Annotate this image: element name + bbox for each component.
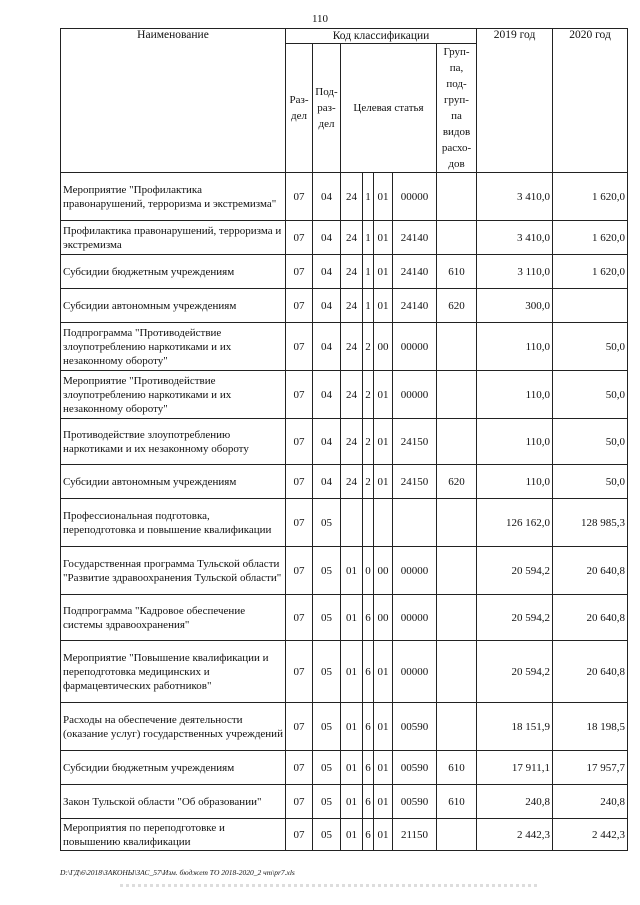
row-razdel: 07 <box>286 819 313 851</box>
row-razdel: 07 <box>286 595 313 641</box>
row-podrazdel: 05 <box>313 547 341 595</box>
row-cs-program: 24 <box>341 419 363 465</box>
row-value-2020: 2 442,3 <box>553 819 628 851</box>
row-cs-event: 01 <box>374 419 393 465</box>
row-cs-direction: 24140 <box>393 255 437 289</box>
table-row <box>61 703 628 751</box>
row-cs-program: 24 <box>341 173 363 221</box>
row-value-2019: 3 110,0 <box>477 255 553 289</box>
row-value-2019: 3 410,0 <box>477 221 553 255</box>
row-value-2019: 2 442,3 <box>477 819 553 851</box>
row-name: Закон Тульской области "Об образовании" <box>61 785 286 819</box>
row-value-2020: 1 620,0 <box>553 173 628 221</box>
row-razdel: 07 <box>286 499 313 547</box>
row-cs-event: 00 <box>374 595 393 641</box>
row-expense-group: 610 <box>437 785 477 819</box>
row-cs-program: 01 <box>341 703 363 751</box>
header-podrazdel: Под-раз-дел <box>313 44 341 173</box>
table-row <box>61 173 628 221</box>
row-cs-direction: 00000 <box>393 641 437 703</box>
page-number: 110 <box>311 13 329 25</box>
row-value-2019: 110,0 <box>477 419 553 465</box>
row-cs-direction: 00000 <box>393 595 437 641</box>
row-podrazdel: 04 <box>313 323 341 371</box>
table-row <box>61 785 628 819</box>
table-row <box>61 547 628 595</box>
row-value-2020: 20 640,8 <box>553 641 628 703</box>
row-cs-program: 01 <box>341 641 363 703</box>
row-value-2020: 50,0 <box>553 323 628 371</box>
row-value-2020: 128 985,3 <box>553 499 628 547</box>
row-expense-group <box>437 595 477 641</box>
row-cs-program <box>341 499 363 547</box>
row-cs-direction: 24150 <box>393 465 437 499</box>
row-value-2020 <box>553 289 628 323</box>
row-podrazdel: 04 <box>313 255 341 289</box>
row-expense-group <box>437 323 477 371</box>
row-value-2019: 126 162,0 <box>477 499 553 547</box>
row-cs-program: 24 <box>341 255 363 289</box>
table-row <box>61 465 628 499</box>
row-value-2019: 20 594,2 <box>477 641 553 703</box>
row-cs-subprogram: 2 <box>363 371 374 419</box>
row-expense-group <box>437 221 477 255</box>
row-cs-subprogram: 2 <box>363 323 374 371</box>
row-expense-group <box>437 499 477 547</box>
row-cs-subprogram: 2 <box>363 465 374 499</box>
row-cs-subprogram: 6 <box>363 703 374 751</box>
row-razdel: 07 <box>286 289 313 323</box>
row-podrazdel: 04 <box>313 173 341 221</box>
row-expense-group <box>437 703 477 751</box>
row-value-2020: 20 640,8 <box>553 595 628 641</box>
header-target-article: Целевая статья <box>341 44 437 173</box>
row-cs-subprogram: 1 <box>363 255 374 289</box>
budget-table <box>60 28 628 851</box>
row-value-2020: 1 620,0 <box>553 221 628 255</box>
row-value-2019: 18 151,9 <box>477 703 553 751</box>
row-cs-event: 01 <box>374 819 393 851</box>
row-expense-group <box>437 419 477 465</box>
row-value-2019: 17 911,1 <box>477 751 553 785</box>
row-cs-direction: 24140 <box>393 289 437 323</box>
table-row <box>61 819 628 851</box>
row-cs-subprogram <box>363 499 374 547</box>
row-cs-program: 01 <box>341 751 363 785</box>
header-expense-group: Груп-па, под-груп-па видов расхо-дов <box>437 44 477 173</box>
row-podrazdel: 05 <box>313 785 341 819</box>
row-value-2019: 110,0 <box>477 465 553 499</box>
row-name: Субсидии автономным учреждениям <box>61 465 286 499</box>
row-razdel: 07 <box>286 255 313 289</box>
row-value-2020: 240,8 <box>553 785 628 819</box>
row-value-2020: 1 620,0 <box>553 255 628 289</box>
row-razdel: 07 <box>286 641 313 703</box>
row-cs-subprogram: 1 <box>363 173 374 221</box>
row-value-2020: 50,0 <box>553 371 628 419</box>
table-row <box>61 641 628 703</box>
table-row <box>61 595 628 641</box>
row-value-2020: 20 640,8 <box>553 547 628 595</box>
row-name: Противодействие злоупотреблению наркотиками и их незаконному обороту <box>61 419 286 465</box>
row-name: Мероприятия по переподготовке и повышению квалификации <box>61 819 286 851</box>
row-value-2020: 50,0 <box>553 465 628 499</box>
file-path-footer: D:\ГД\6\2018\ЗАКОНЫ\ЗАС_57\Изм. бюджет ТО 2018-2020_2 чт\pr7.xls <box>60 868 295 877</box>
row-name: Субсидии бюджетным учреждениям <box>61 751 286 785</box>
row-cs-event: 01 <box>374 785 393 819</box>
row-razdel: 07 <box>286 419 313 465</box>
row-podrazdel: 05 <box>313 641 341 703</box>
row-cs-direction: 24150 <box>393 419 437 465</box>
row-name: Субсидии бюджетным учреждениям <box>61 255 286 289</box>
row-razdel: 07 <box>286 703 313 751</box>
row-value-2019: 20 594,2 <box>477 595 553 641</box>
row-cs-event: 01 <box>374 289 393 323</box>
row-razdel: 07 <box>286 547 313 595</box>
row-cs-event: 01 <box>374 465 393 499</box>
row-razdel: 07 <box>286 751 313 785</box>
table-body <box>61 173 628 851</box>
row-cs-direction: 00000 <box>393 547 437 595</box>
row-value-2019: 300,0 <box>477 289 553 323</box>
row-cs-event: 01 <box>374 173 393 221</box>
row-razdel: 07 <box>286 785 313 819</box>
table-row <box>61 499 628 547</box>
header-year-2020: 2020 год <box>553 29 628 173</box>
row-value-2020: 50,0 <box>553 419 628 465</box>
row-razdel: 07 <box>286 323 313 371</box>
row-cs-direction: 00590 <box>393 703 437 751</box>
row-cs-direction: 24140 <box>393 221 437 255</box>
row-razdel: 07 <box>286 371 313 419</box>
row-value-2019: 3 410,0 <box>477 173 553 221</box>
row-cs-event: 01 <box>374 371 393 419</box>
row-cs-event: 01 <box>374 641 393 703</box>
row-cs-program: 24 <box>341 221 363 255</box>
row-expense-group: 610 <box>437 255 477 289</box>
row-value-2019: 110,0 <box>477 371 553 419</box>
table-row <box>61 255 628 289</box>
row-cs-event: 00 <box>374 323 393 371</box>
header-razdel: Раз-дел <box>286 44 313 173</box>
row-expense-group: 610 <box>437 751 477 785</box>
row-podrazdel: 05 <box>313 819 341 851</box>
row-podrazdel: 04 <box>313 289 341 323</box>
row-cs-program: 01 <box>341 547 363 595</box>
row-cs-direction: 00590 <box>393 751 437 785</box>
row-cs-direction: 00000 <box>393 371 437 419</box>
row-cs-direction: 00590 <box>393 785 437 819</box>
header-year-2019: 2019 год <box>477 29 553 173</box>
row-cs-direction <box>393 499 437 547</box>
row-name: Расходы на обеспечение деятельности (оказание услуг) государственных учреждений <box>61 703 286 751</box>
row-cs-event: 00 <box>374 547 393 595</box>
row-cs-event: 01 <box>374 703 393 751</box>
row-name: Мероприятие "Повышение квалификации и переподготовка медицинских и фармацевтических работников" <box>61 641 286 703</box>
row-cs-subprogram: 1 <box>363 289 374 323</box>
row-value-2020: 17 957,7 <box>553 751 628 785</box>
row-cs-direction: 21150 <box>393 819 437 851</box>
table-row <box>61 323 628 371</box>
row-expense-group <box>437 547 477 595</box>
row-name: Субсидии автономным учреждениям <box>61 289 286 323</box>
row-expense-group <box>437 819 477 851</box>
row-podrazdel: 05 <box>313 595 341 641</box>
row-name: Мероприятие "Профилактика правонарушений, терроризма и экстремизма" <box>61 173 286 221</box>
row-cs-program: 24 <box>341 323 363 371</box>
row-podrazdel: 04 <box>313 465 341 499</box>
table-row <box>61 419 628 465</box>
row-value-2019: 20 594,2 <box>477 547 553 595</box>
row-cs-program: 01 <box>341 595 363 641</box>
row-name: Государственная программа Тульской области "Развитие здравоохранения Тульской области" <box>61 547 286 595</box>
row-expense-group <box>437 371 477 419</box>
row-expense-group <box>437 641 477 703</box>
row-cs-subprogram: 6 <box>363 641 374 703</box>
row-cs-program: 24 <box>341 371 363 419</box>
row-name: Подпрограмма "Кадровое обеспечение системы здравоохранения" <box>61 595 286 641</box>
row-cs-event: 01 <box>374 221 393 255</box>
row-name: Профессиональная подготовка, переподготовка и повышение квалификации <box>61 499 286 547</box>
row-cs-subprogram: 1 <box>363 221 374 255</box>
row-razdel: 07 <box>286 221 313 255</box>
table-row <box>61 751 628 785</box>
row-cs-subprogram: 6 <box>363 785 374 819</box>
row-podrazdel: 04 <box>313 221 341 255</box>
row-cs-direction: 00000 <box>393 173 437 221</box>
row-cs-subprogram: 6 <box>363 819 374 851</box>
row-podrazdel: 04 <box>313 419 341 465</box>
row-razdel: 07 <box>286 465 313 499</box>
row-cs-subprogram: 2 <box>363 419 374 465</box>
row-cs-program: 01 <box>341 819 363 851</box>
row-cs-event <box>374 499 393 547</box>
row-razdel: 07 <box>286 173 313 221</box>
table-row <box>61 371 628 419</box>
row-name: Мероприятие "Противодействие злоупотреблению наркотиками и их незаконному обороту" <box>61 371 286 419</box>
row-value-2019: 240,8 <box>477 785 553 819</box>
header-classification: Код классификации <box>286 29 477 44</box>
row-podrazdel: 04 <box>313 371 341 419</box>
row-name: Профилактика правонарушений, терроризма и экстремизма <box>61 221 286 255</box>
header-name: Наименование <box>61 29 286 173</box>
row-cs-subprogram: 6 <box>363 751 374 785</box>
row-value-2019: 110,0 <box>477 323 553 371</box>
row-expense-group: 620 <box>437 465 477 499</box>
table-row <box>61 289 628 323</box>
row-name: Подпрограмма "Противодействие злоупотреблению наркотиками и их незаконному обороту" <box>61 323 286 371</box>
row-expense-group <box>437 173 477 221</box>
row-cs-subprogram: 6 <box>363 595 374 641</box>
row-cs-program: 24 <box>341 465 363 499</box>
row-value-2020: 18 198,5 <box>553 703 628 751</box>
row-cs-program: 01 <box>341 785 363 819</box>
faint-scan-line <box>120 884 540 887</box>
row-podrazdel: 05 <box>313 751 341 785</box>
row-podrazdel: 05 <box>313 703 341 751</box>
row-cs-event: 01 <box>374 255 393 289</box>
table-row <box>61 221 628 255</box>
row-cs-program: 24 <box>341 289 363 323</box>
row-expense-group: 620 <box>437 289 477 323</box>
row-cs-subprogram: 0 <box>363 547 374 595</box>
row-cs-direction: 00000 <box>393 323 437 371</box>
row-podrazdel: 05 <box>313 499 341 547</box>
row-cs-event: 01 <box>374 751 393 785</box>
